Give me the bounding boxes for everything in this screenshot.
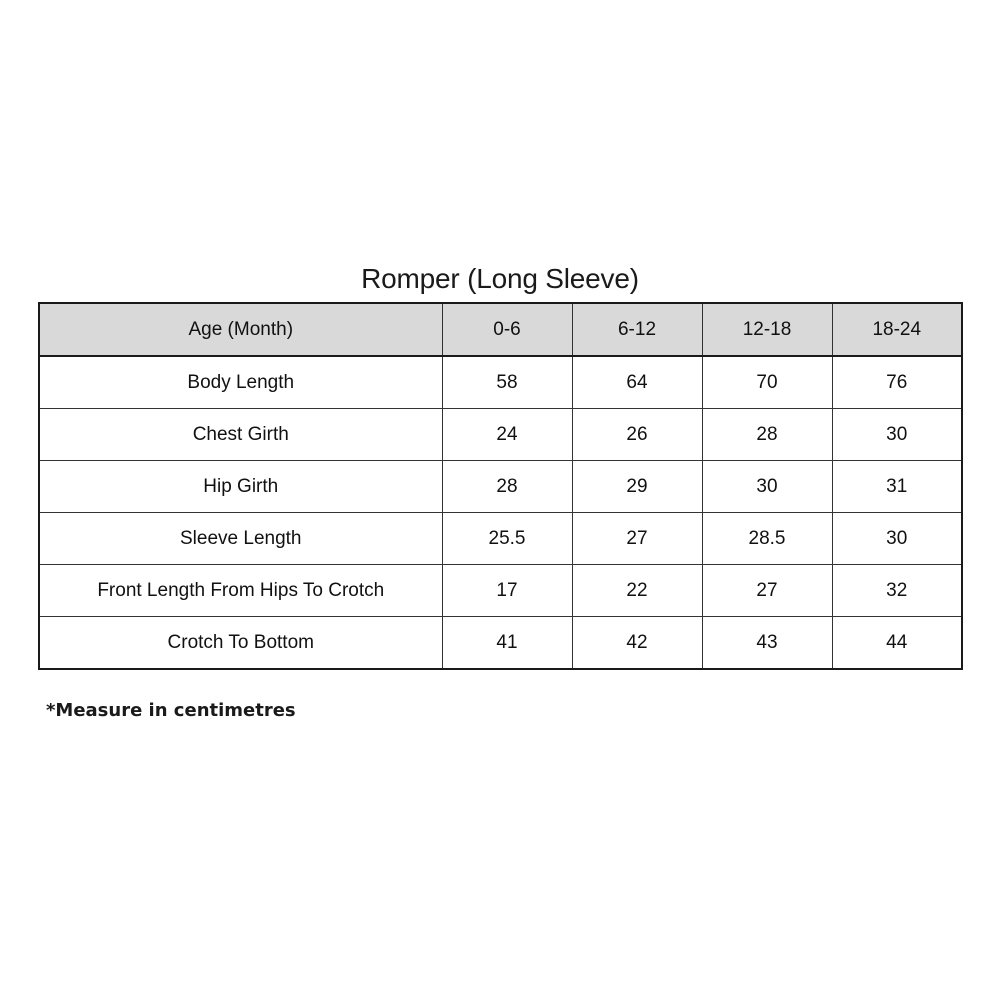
row-label: Hip Girth bbox=[39, 461, 442, 513]
table-cell: 25.5 bbox=[442, 513, 572, 565]
table-row bbox=[39, 565, 962, 617]
table-cell: 43 bbox=[702, 617, 832, 670]
header-cell-size: 18-24 bbox=[832, 303, 962, 356]
row-label: Crotch To Bottom bbox=[39, 617, 442, 670]
table-row bbox=[39, 513, 962, 565]
table-cell: 24 bbox=[442, 409, 572, 461]
table-cell: 28.5 bbox=[702, 513, 832, 565]
table-cell: 44 bbox=[832, 617, 962, 670]
table-cell: 42 bbox=[572, 617, 702, 670]
table-row bbox=[39, 617, 962, 670]
table-cell: 27 bbox=[572, 513, 702, 565]
row-label: Body Length bbox=[39, 356, 442, 409]
table-cell: 27 bbox=[702, 565, 832, 617]
header-cell-size: 0-6 bbox=[442, 303, 572, 356]
table-cell: 64 bbox=[572, 356, 702, 409]
table-cell: 29 bbox=[572, 461, 702, 513]
table-cell: 30 bbox=[702, 461, 832, 513]
table-cell: 28 bbox=[442, 461, 572, 513]
table-row bbox=[39, 461, 962, 513]
row-label: Sleeve Length bbox=[39, 513, 442, 565]
table-row bbox=[39, 356, 962, 409]
header-cell-size: 12-18 bbox=[702, 303, 832, 356]
table-cell: 22 bbox=[572, 565, 702, 617]
size-chart-table bbox=[38, 302, 963, 670]
header-cell-size: 6-12 bbox=[572, 303, 702, 356]
row-label: Front Length From Hips To Crotch bbox=[39, 565, 442, 617]
table-cell: 41 bbox=[442, 617, 572, 670]
table-cell: 76 bbox=[832, 356, 962, 409]
table-cell: 31 bbox=[832, 461, 962, 513]
row-label: Chest Girth bbox=[39, 409, 442, 461]
table-cell: 30 bbox=[832, 513, 962, 565]
table-cell: 70 bbox=[702, 356, 832, 409]
table-row bbox=[39, 409, 962, 461]
header-cell-age: Age (Month) bbox=[39, 303, 442, 356]
table-cell: 28 bbox=[702, 409, 832, 461]
table-cell: 26 bbox=[572, 409, 702, 461]
table-header-row bbox=[39, 303, 962, 356]
page-title: Romper (Long Sleeve) bbox=[361, 263, 639, 294]
table-cell: 17 bbox=[442, 565, 572, 617]
table-cell: 32 bbox=[832, 565, 962, 617]
table-cell: 58 bbox=[442, 356, 572, 409]
measurement-note: *Measure in centimetres bbox=[46, 700, 296, 721]
table-cell: 30 bbox=[832, 409, 962, 461]
